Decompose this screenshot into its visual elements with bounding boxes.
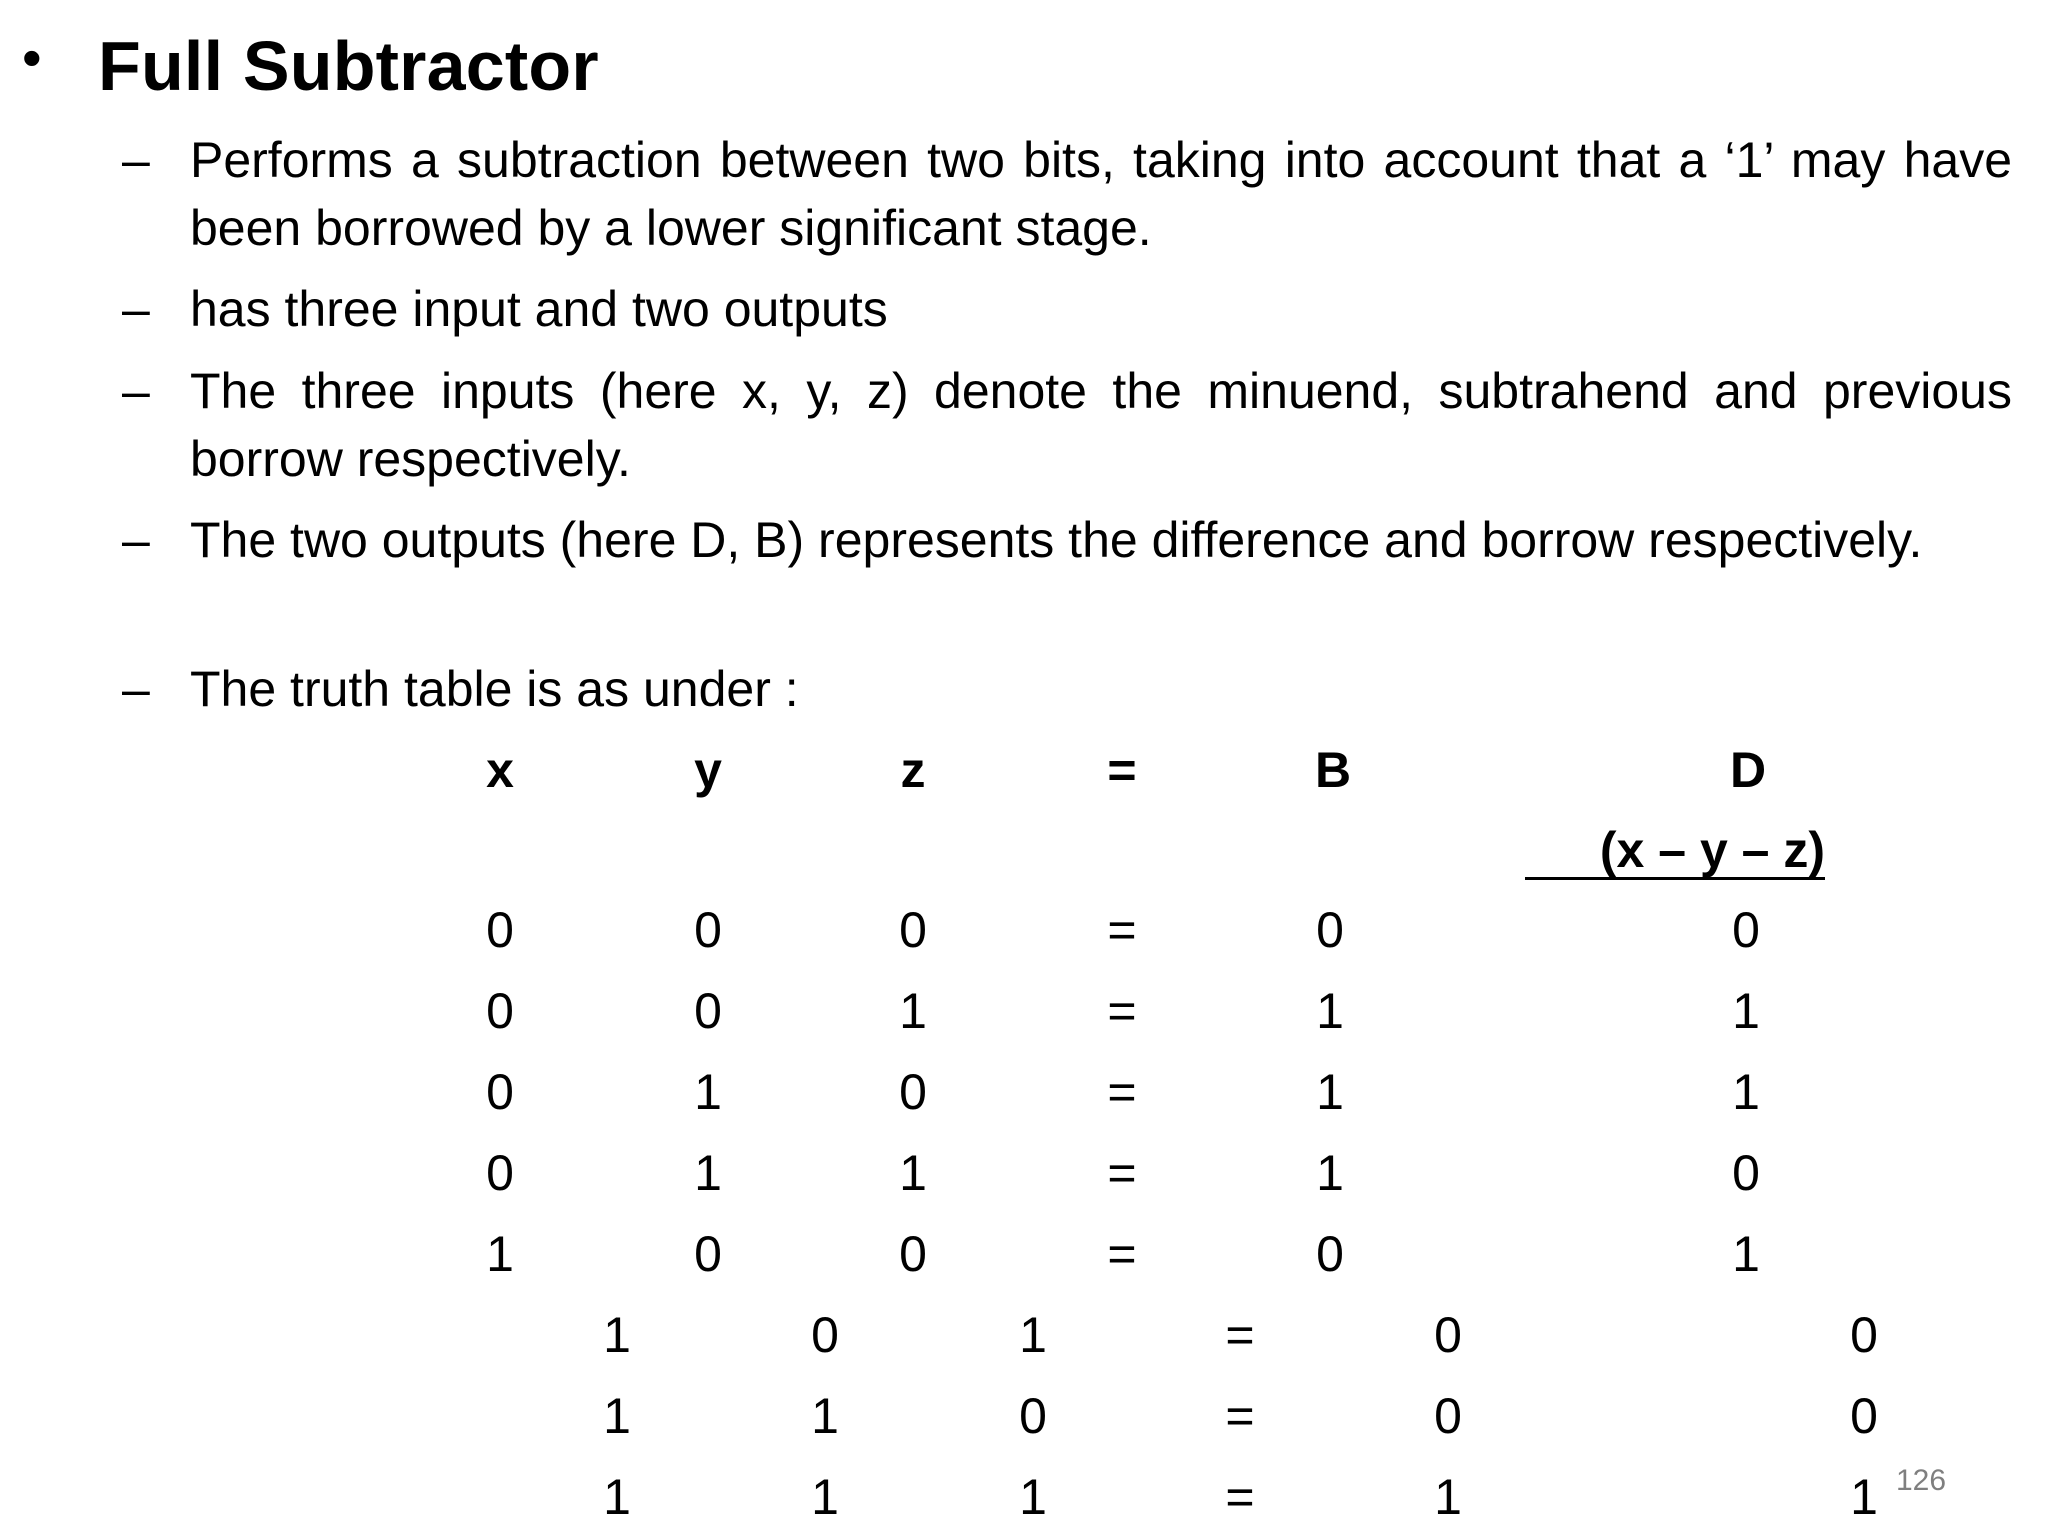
truth-table-row-7-cell-b: 0	[1434, 1388, 1462, 1444]
truth-table-row-2-cell-y: 0	[694, 983, 722, 1039]
bullet-text-4: The two outputs (here D, B) represents the difference and borrow respectively.	[190, 512, 1923, 568]
truth-table-row-7-cell-x: 1	[603, 1388, 631, 1444]
truth-table-row-8-cell-equals: =	[1225, 1469, 1255, 1525]
truth-table-row-3-cell-b: 1	[1316, 1064, 1344, 1120]
dash-bullet-icon: –	[122, 512, 150, 568]
truth-table-row-2-cell-b: 1	[1316, 983, 1344, 1039]
header-d-subtitle: (x – y – z)	[1525, 820, 1825, 880]
truth-table-row-5-cell-z: 0	[899, 1226, 927, 1282]
bullet-text-2: has three input and two outputs	[190, 281, 888, 337]
truth-table-row-1-cell-x: 0	[486, 902, 514, 958]
header-equals: =	[1107, 742, 1137, 798]
truth-table-row-2-cell-z: 1	[899, 983, 927, 1039]
header-z: z	[900, 742, 926, 798]
bullet-dot-icon: •	[22, 26, 42, 89]
truth-table-row-8-cell-z: 1	[1019, 1469, 1047, 1525]
truth-table-row-2-cell-x: 0	[486, 983, 514, 1039]
truth-table-row-6-cell-equals: =	[1225, 1307, 1255, 1363]
dash-bullet-icon: –	[122, 363, 150, 419]
truth-table-row-7-cell-d: 0	[1850, 1388, 1878, 1444]
truth-table-row-3-cell-y: 1	[694, 1064, 722, 1120]
truth-table-row-6-cell-b: 0	[1434, 1307, 1462, 1363]
slide-title: Full Subtractor	[98, 27, 599, 105]
truth-table-row-2-cell-d: 1	[1732, 983, 1760, 1039]
truth-table-row-4-cell-equals: =	[1107, 1145, 1137, 1201]
truth-table-row-4-cell-z: 1	[899, 1145, 927, 1201]
truth-table-row-4-cell-y: 1	[694, 1145, 722, 1201]
truth-table-row-4-cell-b: 1	[1316, 1145, 1344, 1201]
truth-table-row-5-cell-x: 1	[486, 1226, 514, 1282]
truth-table-row-6-cell-z: 1	[1019, 1307, 1047, 1363]
truth-table-row-5-cell-b: 0	[1316, 1226, 1344, 1282]
truth-table-row-4-cell-d: 0	[1732, 1145, 1760, 1201]
header-y: y	[694, 742, 722, 798]
truth-table-row-3-cell-z: 0	[899, 1064, 927, 1120]
truth-table-row-1-cell-z: 0	[899, 902, 927, 958]
truth-table-row-8-cell-y: 1	[811, 1469, 839, 1525]
truth-table-row-1-cell-d: 0	[1732, 902, 1760, 958]
truth-table-row-1-cell-b: 0	[1316, 902, 1344, 958]
page-number: 126	[1896, 1464, 1947, 1497]
truth-table-row-3-cell-d: 1	[1732, 1064, 1760, 1120]
truth-table-row-4-cell-x: 0	[486, 1145, 514, 1201]
header-b: B	[1314, 742, 1352, 798]
truth-table-row-1-cell-equals: =	[1107, 902, 1137, 958]
bullet-text-1: Performs a subtraction between two bits, taking into account that a ‘1’ may have been borrowed by a lower significant stage.	[190, 132, 2012, 256]
truth-table-row-5-cell-d: 1	[1732, 1226, 1760, 1282]
truth-table-row-2-cell-equals: =	[1107, 983, 1137, 1039]
bullet-text-5: The truth table is as under :	[190, 661, 799, 717]
truth-table-row-7-cell-z: 0	[1019, 1388, 1047, 1444]
truth-table-row-6-cell-y: 0	[811, 1307, 839, 1363]
truth-table-row-8-cell-b: 1	[1434, 1469, 1462, 1525]
truth-table-row-5-cell-y: 0	[694, 1226, 722, 1282]
truth-table-row-6-cell-x: 1	[603, 1307, 631, 1363]
truth-table-row-7-cell-equals: =	[1225, 1388, 1255, 1444]
bullet-text-3: The three inputs (here x, y, z) denote the minuend, subtrahend and previous borrow respectively.	[190, 363, 2012, 487]
truth-table-row-1-cell-y: 0	[694, 902, 722, 958]
header-d: D	[1729, 742, 1767, 798]
truth-table-row-8-cell-d: 1	[1850, 1469, 1878, 1525]
header-x: x	[486, 742, 514, 798]
truth-table-row-8-cell-x: 1	[603, 1469, 631, 1525]
truth-table-row-3-cell-equals: =	[1107, 1064, 1137, 1120]
dash-bullet-icon: –	[122, 661, 150, 717]
truth-table-row-6-cell-d: 0	[1850, 1307, 1878, 1363]
truth-table-row-3-cell-x: 0	[486, 1064, 514, 1120]
truth-table-row-7-cell-y: 1	[811, 1388, 839, 1444]
truth-table-row-5-cell-equals: =	[1107, 1226, 1137, 1282]
dash-bullet-icon: –	[122, 281, 150, 337]
dash-bullet-icon: –	[122, 132, 150, 188]
